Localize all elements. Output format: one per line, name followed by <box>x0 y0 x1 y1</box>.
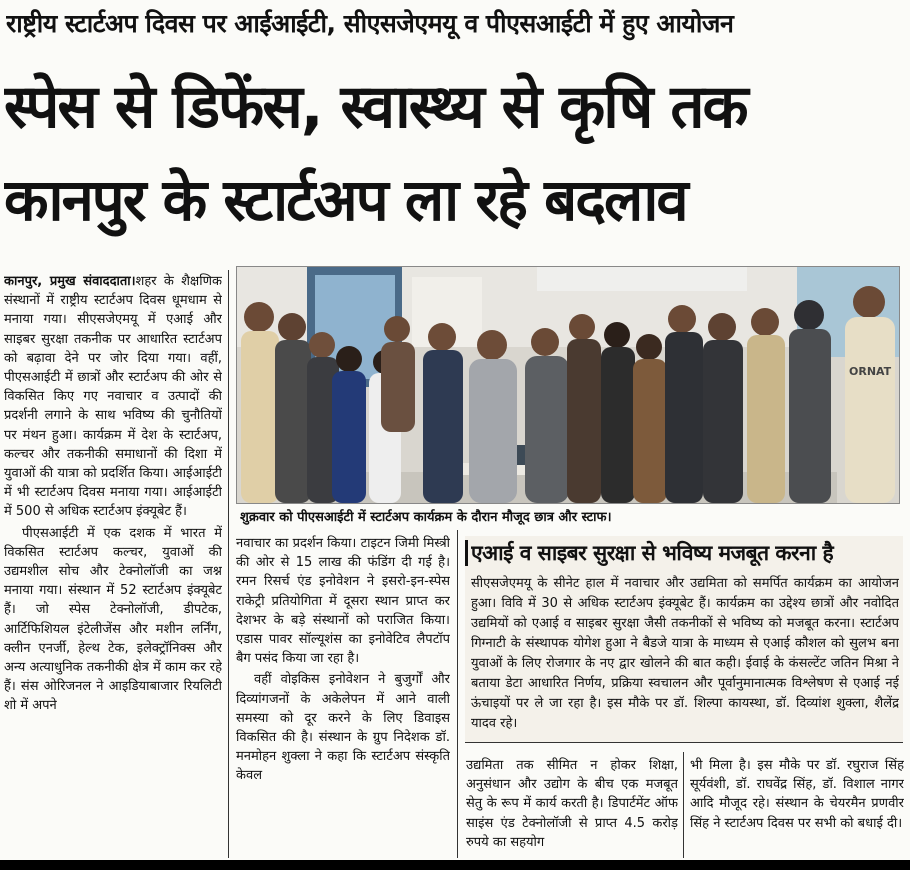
column-divider <box>228 270 229 858</box>
page-bottom-bar <box>0 860 910 870</box>
column-2-paragraph-2: वहीं वोइकिस इनोवेशन ने बुजुर्गों और दिव्यांगजनों के अकेलेपन में आने वाली समस्या को दूर करने के लिए डिवाइस विकसित की है। संस्थान के ग्रुप निदेशक डॉ. मनमोहन शुक्ला ने कहा कि स्टार्टअप संस्कृति केवल <box>236 672 450 784</box>
sidebar-box-title: एआई व साइबर सुरक्षा से भविष्य मजबूत करना है <box>471 541 834 565</box>
group-photo-illustration <box>237 267 899 503</box>
headline-line-2: कानपुर के स्टार्टअप ला रहे बदलाव <box>4 166 687 234</box>
article-column-4 <box>690 756 904 860</box>
column-divider <box>683 752 684 858</box>
article-column-3 <box>466 756 678 860</box>
column-3-paragraph-1: उद्यमिता तक सीमित न होकर शिक्षा, अनुसंधान और उद्योग के बीच एक मजबूत सेतु के रूप में कार्य करती है। डिपार्टमेंट ऑफ साइंस एंड टेक्नोलॉजी से प्राप्त 4.5 करोड़ रुपये का सहयोग <box>466 758 678 850</box>
column-divider <box>457 530 458 858</box>
column-2-paragraph-1: नवाचार का प्रदर्शन किया। टाइटन जिमी मिस्त्री की ओर से 15 लाख की फंडिंग दी गई है। रमन रिसर्च एंड इनोवेशन ने इसरो-इन-स्पेस राकेट्री प्रतियोगिता में दूसरा स्थान प्राप्त कर देशभर के बड़े संस्थानों को पराजित किया। एडास पावर सॉल्यूशंस का इनोवेटिव लैपटॉप बैग पसंद किया जा रहा है। <box>236 536 450 667</box>
headline-line-1: स्पेस से डिफेंस, स्वास्थ्य से कृषि तक <box>4 72 747 142</box>
sidebar-box <box>465 536 903 743</box>
dateline: कानपुर, प्रमुख संवाददाता। <box>4 274 136 289</box>
sidebar-box-text: सीएसजेएमयू के सीनेट हाल में नवाचार और उद्यमिता को समर्पित कार्यक्रम का आयोजन हुआ। विवि में 30 से अधिक स्टार्टअप इंक्यूबेट हैं। कार्यक्रम का उद्देश्य छात्रों और नवोदित उद्यमियों को एआई व साइबर सुरक्षा जैसी तकनीकों से भविष्य को मजबूत करना। स्टार्टअप गिग्नाटी के संस्थापक योगेश हुआ ने बैडजे यात्रा के माध्यम से एआई कौशल को सुलभ बना युवाओं के लिए रोजगार के नए द्वार खोलने की बात कही। ईवाई के कंसल्टेंट जतिन मिश्रा ने बताया डेटा आधारित निर्णय, प्रक्रिया स्वचालन और पूर्वानुमानात्मक विश्लेषण से एआई नई ऊंचाइयों पर ले जा रहा है। इस मौके पर डॉ. शिल्पा कायस्था, डॉ. दिव्यांश शुक्ला, शैलेंद्र यादव रहे। <box>471 576 899 731</box>
photo-caption: शुक्रवार को पीएसआईटी में स्टार्टअप कार्यक्रम के दौरान मौजूद छात्र और स्टाफ। <box>240 510 612 525</box>
article-column-1 <box>4 272 222 860</box>
box-title-marker <box>465 540 468 566</box>
article-kicker: राष्ट्रीय स्टार्टअप दिवस पर आईआईटी, सीएसजेएमयू व पीएसआईटी में हुए आयोजन <box>6 9 734 38</box>
shirt-print: ORNAT <box>849 365 892 378</box>
column-4-paragraph-1: भी मिला है। इस मौके पर डॉ. रघुराज सिंह सूर्यवंशी, डॉ. राघवेंद्र सिंह, डॉ. विशाल नागर आदि मौजूद रहे। संस्थान के चेयरमैन प्रणवीर सिंह ने स्टार्टअप दिवस पर सभी को बधाई दी। <box>690 758 904 831</box>
group-photo <box>236 266 900 504</box>
column-1-paragraph-1: शहर के शैक्षणिक संस्थानों में राष्ट्रीय स्टार्टअप दिवस धूमधाम से मनाया गया। सीएसजेएमयू में एआई और साइबर सुरक्षा तकनीक पर आधारित स्टार्टअप को बढ़ावा देने पर जोर दिया गया। वहीं, पीएसआईटी में छात्रों और स्टार्टअप की ओर से विकसित किए गए नवाचार व उत्पादों की प्रदर्शनी लगाने के साथ भविष्य की चुनौतियों पर मंथन हुआ। कार्यक्रम में देश के स्टार्टअप, कल्चर और तकनीकी समाधानों की दिशा में युवाओं की यात्रा को प्रदर्शित किया। आईआईटी में भी स्टार्टअप दिवस मनाया गया। आईआईटी में 500 से अधिक स्टार्टअप इंक्यूबेट हैं। <box>4 274 222 520</box>
column-1-paragraph-2: पीएसआईटी में एक दशक में भारत में विकसित स्टार्टअप कल्चर, युवाओं की उद्यमशील सोच और टेक्नोलॉजी का जश्न मनाया गया। संस्थान में 52 स्टार्टअप इंक्यूबेट हैं। जो स्पेस टेक्नोलॉजी, डीपटेक, आर्टिफिशियल इंटेलीजेंस और मशीन लर्निंग, क्लीन एनर्जी, हेल्थ टेक, इलेक्ट्रॉनिक्स और अन्य अत्याधुनिक तकनीकी क्षेत्र में काम कर रहे हैं। संस ओरिजनल ने आइडियाबाजार रियलिटी शो में अपने <box>4 525 222 714</box>
article-column-2 <box>236 534 450 860</box>
